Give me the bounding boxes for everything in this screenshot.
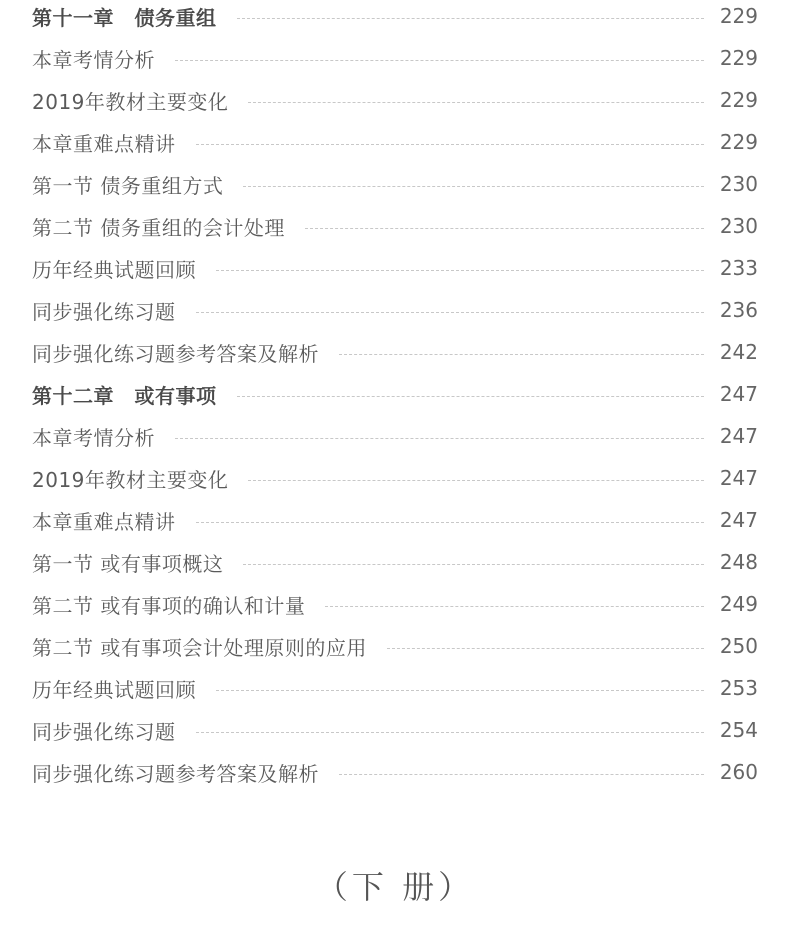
dot-leader — [243, 564, 704, 565]
toc-page-number: 260 — [719, 760, 758, 784]
toc-entry-label: 本章考情分析 — [32, 425, 155, 450]
toc-page-number: 248 — [719, 550, 758, 574]
toc-entry-label: 第二节 债务重组的会计处理 — [32, 215, 285, 240]
toc-entry-row[interactable] — [32, 86, 758, 114]
toc-entry-label: 第一节 或有事项概这 — [32, 551, 224, 576]
toc-page-number: 247 — [719, 424, 758, 448]
dot-leader — [175, 438, 704, 439]
toc-entry-row[interactable] — [32, 338, 758, 366]
toc-entry-row[interactable] — [32, 632, 758, 660]
toc-page-number: 229 — [719, 46, 758, 70]
dot-leader — [237, 396, 705, 397]
toc-entry-label: 第十一章 债务重组 — [32, 5, 217, 30]
toc-entry-label: 第一节 债务重组方式 — [32, 173, 224, 198]
toc-entry-row[interactable] — [32, 44, 758, 72]
toc-entry-label: 第二节 或有事项会计处理原则的应用 — [32, 635, 367, 660]
dot-leader — [243, 186, 704, 187]
dot-leader — [248, 480, 704, 481]
toc-entry-label: 历年经典试题回顾 — [32, 677, 196, 702]
toc-entry-label: 2019年教材主要变化 — [32, 467, 229, 492]
toc-chapter-row[interactable] — [32, 380, 758, 408]
toc-entry-row[interactable] — [32, 296, 758, 324]
toc-page-number: 247 — [719, 508, 758, 532]
dot-leader — [196, 144, 705, 145]
toc-entry-label: 2019年教材主要变化 — [32, 89, 229, 114]
dot-leader — [305, 228, 704, 229]
toc-page-number: 253 — [719, 676, 758, 700]
dot-leader — [175, 60, 704, 61]
toc-entry-label: 第十二章 或有事项 — [32, 383, 217, 408]
toc-entry-label: 同步强化练习题 — [32, 299, 176, 324]
toc-chapter-row[interactable] — [32, 2, 758, 30]
toc-entry-row[interactable] — [32, 212, 758, 240]
toc-entry-row[interactable] — [32, 674, 758, 702]
toc-entry-label: 同步强化练习题参考答案及解析 — [32, 341, 319, 366]
dot-leader — [339, 354, 704, 355]
toc-entry-row[interactable] — [32, 716, 758, 744]
toc-entry-row[interactable] — [32, 758, 758, 786]
toc-page-number: 247 — [719, 466, 758, 490]
toc-entry-row[interactable] — [32, 464, 758, 492]
toc-page-number: 236 — [719, 298, 758, 322]
toc-entry-label: 历年经典试题回顾 — [32, 257, 196, 282]
dot-leader — [237, 18, 705, 19]
dot-leader — [216, 270, 704, 271]
toc-entry-row[interactable] — [32, 254, 758, 282]
toc-entry-row[interactable] — [32, 128, 758, 156]
dot-leader — [248, 102, 704, 103]
dot-leader — [387, 648, 704, 649]
toc-entry-row[interactable] — [32, 590, 758, 618]
toc-page-number: 247 — [719, 382, 758, 406]
dot-leader — [196, 732, 705, 733]
toc-page-number: 229 — [719, 130, 758, 154]
toc-page-number: 229 — [719, 4, 758, 28]
toc-entry-row[interactable] — [32, 506, 758, 534]
toc-entry-label: 本章考情分析 — [32, 47, 155, 72]
toc-entry-row[interactable] — [32, 422, 758, 450]
dot-leader — [196, 522, 705, 523]
toc-page-number: 242 — [719, 340, 758, 364]
toc-entry-label: 本章重难点精讲 — [32, 131, 176, 156]
dot-leader — [325, 606, 704, 607]
toc-page-number: 250 — [719, 634, 758, 658]
toc-page-number: 249 — [719, 592, 758, 616]
toc-entry-label: 同步强化练习题 — [32, 719, 176, 744]
dot-leader — [339, 774, 704, 775]
toc-page-number: 233 — [719, 256, 758, 280]
toc-entry-label: 本章重难点精讲 — [32, 509, 176, 534]
volume-title: （下 册） — [315, 868, 475, 906]
toc-page-number: 254 — [719, 718, 758, 742]
dot-leader — [196, 312, 705, 313]
toc-page-number: 230 — [719, 214, 758, 238]
dot-leader — [216, 690, 704, 691]
toc-entry-row[interactable] — [32, 548, 758, 576]
toc-entry-row[interactable] — [32, 170, 758, 198]
toc-entry-label: 同步强化练习题参考答案及解析 — [32, 761, 319, 786]
toc-page-number: 229 — [719, 88, 758, 112]
toc-page-number: 230 — [719, 172, 758, 196]
toc-entry-label: 第二节 或有事项的确认和计量 — [32, 593, 306, 618]
